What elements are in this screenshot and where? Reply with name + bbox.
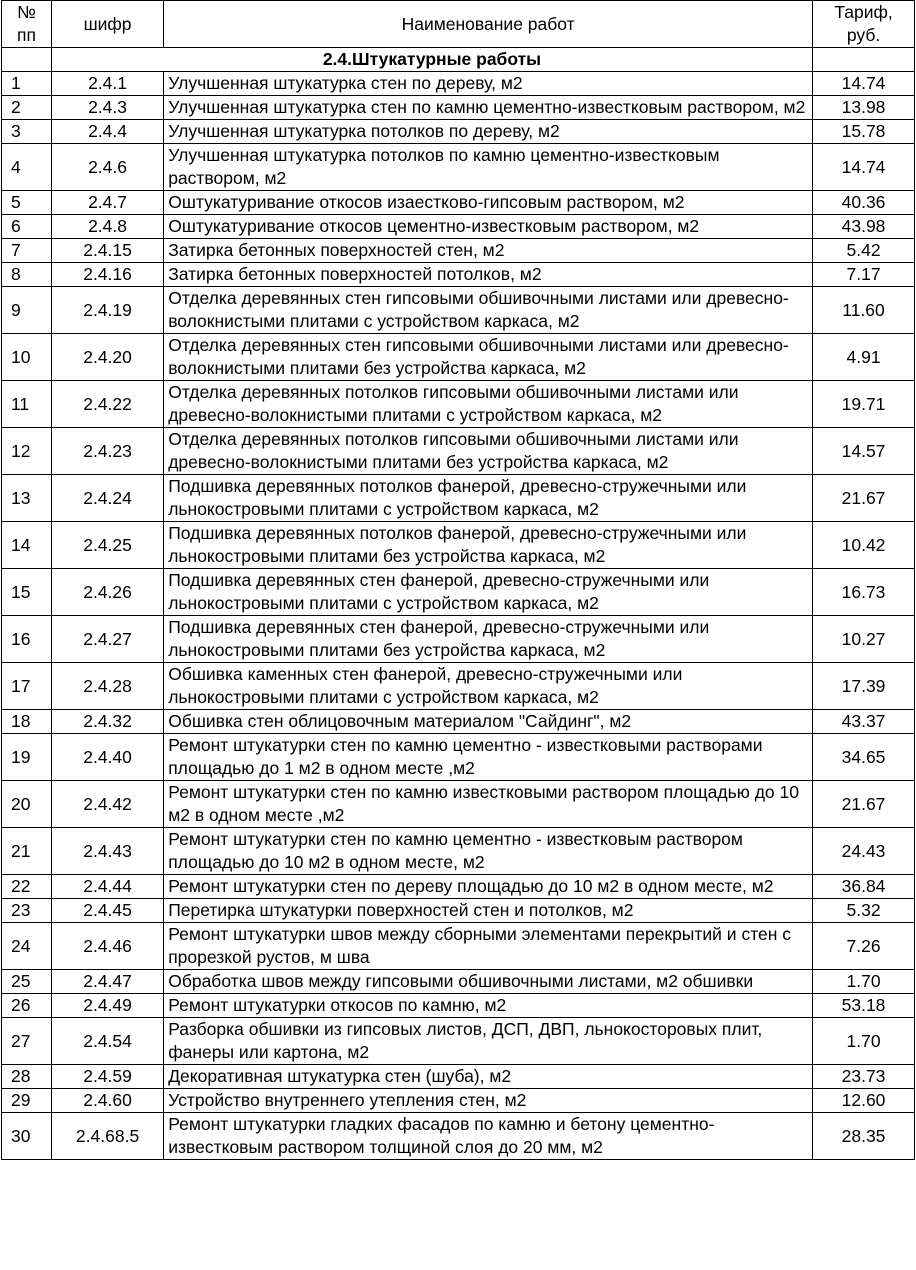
row-code: 2.4.23 (51, 428, 163, 475)
table-header-row (2, 1, 915, 48)
table-row (2, 120, 915, 144)
row-code: 2.4.4 (51, 120, 163, 144)
row-price: 10.27 (813, 616, 915, 663)
row-code: 2.4.8 (51, 215, 163, 239)
table-row (2, 1018, 915, 1065)
table-row (2, 923, 915, 970)
row-code: 2.4.6 (51, 144, 163, 191)
row-price: 24.43 (813, 828, 915, 875)
table-row (2, 569, 915, 616)
row-code: 2.4.60 (51, 1089, 163, 1113)
row-price: 21.67 (813, 781, 915, 828)
row-num: 23 (2, 899, 52, 923)
row-price: 1.70 (813, 1018, 915, 1065)
row-price: 28.35 (813, 1113, 915, 1160)
row-num: 20 (2, 781, 52, 828)
table-row (2, 522, 915, 569)
table-row (2, 191, 915, 215)
table-row (2, 263, 915, 287)
row-name: Отделка деревянных потолков гипсовыми обшивочными листами или древесно-волокнистыми плитами без устройства каркаса, м2 (164, 428, 813, 475)
row-num: 11 (2, 381, 52, 428)
row-code: 2.4.7 (51, 191, 163, 215)
row-price: 12.60 (813, 1089, 915, 1113)
row-code: 2.4.19 (51, 287, 163, 334)
row-name: Устройство внутреннего утепления стен, м2 (164, 1089, 813, 1113)
table-row (2, 72, 915, 96)
row-price: 11.60 (813, 287, 915, 334)
row-num: 16 (2, 616, 52, 663)
row-num: 7 (2, 239, 52, 263)
row-price: 4.91 (813, 334, 915, 381)
row-name: Обшивка стен облицовочным материалом "Сайдинг", м2 (164, 710, 813, 734)
header-price: Тариф, руб. (813, 1, 915, 48)
row-name: Обработка швов между гипсовыми обшивочными листами, м2 обшивки (164, 970, 813, 994)
row-code: 2.4.47 (51, 970, 163, 994)
row-name: Ремонт штукатурки стен по дереву площадью до 10 м2 в одном месте, м2 (164, 875, 813, 899)
row-price: 14.74 (813, 72, 915, 96)
row-code: 2.4.42 (51, 781, 163, 828)
row-code: 2.4.49 (51, 994, 163, 1018)
row-code: 2.4.54 (51, 1018, 163, 1065)
row-price: 13.98 (813, 96, 915, 120)
table-row (2, 144, 915, 191)
row-num: 28 (2, 1065, 52, 1089)
row-code: 2.4.46 (51, 923, 163, 970)
table-row (2, 1089, 915, 1113)
table-row (2, 381, 915, 428)
row-name: Разборка обшивки из гипсовых листов, ДСП, ДВП, льнокосторовых плит, фанеры или картона, м2 (164, 1018, 813, 1065)
row-price: 1.70 (813, 970, 915, 994)
section-title: 2.4.Штукатурные работы (51, 48, 812, 72)
row-name: Затирка бетонных поверхностей стен, м2 (164, 239, 813, 263)
header-name: Наименование работ (164, 1, 813, 48)
row-num: 13 (2, 475, 52, 522)
row-name: Подшивка деревянных потолков фанерой, древесно-стружечными или льнокостровыми плитами без устройства каркаса, м2 (164, 522, 813, 569)
row-price: 15.78 (813, 120, 915, 144)
row-price: 43.98 (813, 215, 915, 239)
row-name: Улучшенная штукатурка потолков по камню цементно-известковым раствором, м2 (164, 144, 813, 191)
row-price: 5.42 (813, 239, 915, 263)
table-row (2, 970, 915, 994)
row-code: 2.4.27 (51, 616, 163, 663)
row-code: 2.4.3 (51, 96, 163, 120)
row-code: 2.4.32 (51, 710, 163, 734)
row-num: 26 (2, 994, 52, 1018)
row-name: Обшивка каменных стен фанерой, древесно-стружечными или льнокостровыми плитами с устройством каркаса, м2 (164, 663, 813, 710)
row-price: 17.39 (813, 663, 915, 710)
row-name: Ремонт штукатурки стен по камню цементно - известковыми растворами площадью до 1 м2 в одном месте ,м2 (164, 734, 813, 781)
table-row (2, 663, 915, 710)
table-row (2, 994, 915, 1018)
row-name: Подшивка деревянных потолков фанерой, древесно-стружечными или льнокостровыми плитами с устройством каркаса, м2 (164, 475, 813, 522)
row-name: Улучшенная штукатурка стен по камню цементно-известковым раствором, м2 (164, 96, 813, 120)
table-row (2, 734, 915, 781)
row-num: 4 (2, 144, 52, 191)
row-name: Ремонт штукатурки стен по камню известковыми раствором площадью до 10 м2 в одном месте ,м2 (164, 781, 813, 828)
row-code: 2.4.16 (51, 263, 163, 287)
price-table (1, 0, 915, 1160)
row-num: 15 (2, 569, 52, 616)
row-num: 27 (2, 1018, 52, 1065)
table-row (2, 828, 915, 875)
row-num: 12 (2, 428, 52, 475)
header-code: шифр (51, 1, 163, 48)
table-row (2, 215, 915, 239)
row-code: 2.4.25 (51, 522, 163, 569)
row-code: 2.4.59 (51, 1065, 163, 1089)
row-price: 23.73 (813, 1065, 915, 1089)
row-code: 2.4.24 (51, 475, 163, 522)
row-price: 40.36 (813, 191, 915, 215)
row-name: Ремонт штукатурки гладких фасадов по камню и бетону цементно-известковым раствором толщиной слоя до 20 мм, м2 (164, 1113, 813, 1160)
row-num: 1 (2, 72, 52, 96)
table-row (2, 710, 915, 734)
row-name: Отделка деревянных стен гипсовыми обшивочными листами или древесно-волокнистыми плитами с устройством каркаса, м2 (164, 287, 813, 334)
row-price: 43.37 (813, 710, 915, 734)
row-price: 16.73 (813, 569, 915, 616)
row-name: Перетирка штукатурки поверхностей стен и потолков, м2 (164, 899, 813, 923)
row-num: 8 (2, 263, 52, 287)
row-num: 30 (2, 1113, 52, 1160)
row-name: Оштукатуривание откосов цементно-известковым раствором, м2 (164, 215, 813, 239)
table-row (2, 875, 915, 899)
row-price: 7.17 (813, 263, 915, 287)
row-code: 2.4.68.5 (51, 1113, 163, 1160)
row-price: 34.65 (813, 734, 915, 781)
table-row (2, 1113, 915, 1160)
row-num: 2 (2, 96, 52, 120)
table-row (2, 334, 915, 381)
row-num: 19 (2, 734, 52, 781)
row-name: Подшивка деревянных стен фанерой, древесно-стружечными или льнокостровыми плитами без устройства каркаса, м2 (164, 616, 813, 663)
row-price: 19.71 (813, 381, 915, 428)
row-num: 24 (2, 923, 52, 970)
row-code: 2.4.45 (51, 899, 163, 923)
table-row (2, 287, 915, 334)
row-price: 21.67 (813, 475, 915, 522)
table-row (2, 475, 915, 522)
row-name: Оштукатуривание откосов изаестково-гипсовым раствором, м2 (164, 191, 813, 215)
row-code: 2.4.43 (51, 828, 163, 875)
row-price: 5.32 (813, 899, 915, 923)
section-row (2, 48, 915, 72)
header-num: № пп (2, 1, 52, 48)
table-row (2, 239, 915, 263)
row-num: 29 (2, 1089, 52, 1113)
row-name: Затирка бетонных поверхностей потолков, м2 (164, 263, 813, 287)
table-row (2, 1065, 915, 1089)
row-price: 7.26 (813, 923, 915, 970)
row-name: Ремонт штукатурки швов между сборными элементами перекрытий и стен с прорезкой рустов, м шва (164, 923, 813, 970)
row-code: 2.4.20 (51, 334, 163, 381)
row-name: Подшивка деревянных стен фанерой, древесно-стружечными или льнокостровыми плитами с устройством каркаса, м2 (164, 569, 813, 616)
row-num: 14 (2, 522, 52, 569)
row-name: Отделка деревянных стен гипсовыми обшивочными листами или древесно-волокнистыми плитами без устройства каркаса, м2 (164, 334, 813, 381)
table-row (2, 96, 915, 120)
row-num: 21 (2, 828, 52, 875)
row-price: 10.42 (813, 522, 915, 569)
row-code: 2.4.28 (51, 663, 163, 710)
row-name: Ремонт штукатурки откосов по камню, м2 (164, 994, 813, 1018)
row-code: 2.4.1 (51, 72, 163, 96)
row-name: Улучшенная штукатурка стен по дереву, м2 (164, 72, 813, 96)
row-name: Улучшенная штукатурка потолков по дереву, м2 (164, 120, 813, 144)
row-num: 5 (2, 191, 52, 215)
row-code: 2.4.15 (51, 239, 163, 263)
row-num: 3 (2, 120, 52, 144)
row-name: Ремонт штукатурки стен по камню цементно - известковым раствором площадью до 10 м2 в одном месте, м2 (164, 828, 813, 875)
row-num: 6 (2, 215, 52, 239)
row-price: 36.84 (813, 875, 915, 899)
row-code: 2.4.44 (51, 875, 163, 899)
row-code: 2.4.40 (51, 734, 163, 781)
row-price: 14.74 (813, 144, 915, 191)
row-num: 17 (2, 663, 52, 710)
row-num: 10 (2, 334, 52, 381)
row-num: 9 (2, 287, 52, 334)
table-row (2, 781, 915, 828)
row-num: 25 (2, 970, 52, 994)
table-row (2, 616, 915, 663)
row-price: 53.18 (813, 994, 915, 1018)
row-price: 14.57 (813, 428, 915, 475)
row-name: Отделка деревянных потолков гипсовыми обшивочными листами или древесно-волокнистыми плитами с устройством каркаса, м2 (164, 381, 813, 428)
row-name: Декоративная штукатурка стен (шуба), м2 (164, 1065, 813, 1089)
row-num: 22 (2, 875, 52, 899)
row-num: 18 (2, 710, 52, 734)
table-row (2, 428, 915, 475)
row-code: 2.4.22 (51, 381, 163, 428)
table-row (2, 899, 915, 923)
row-code: 2.4.26 (51, 569, 163, 616)
